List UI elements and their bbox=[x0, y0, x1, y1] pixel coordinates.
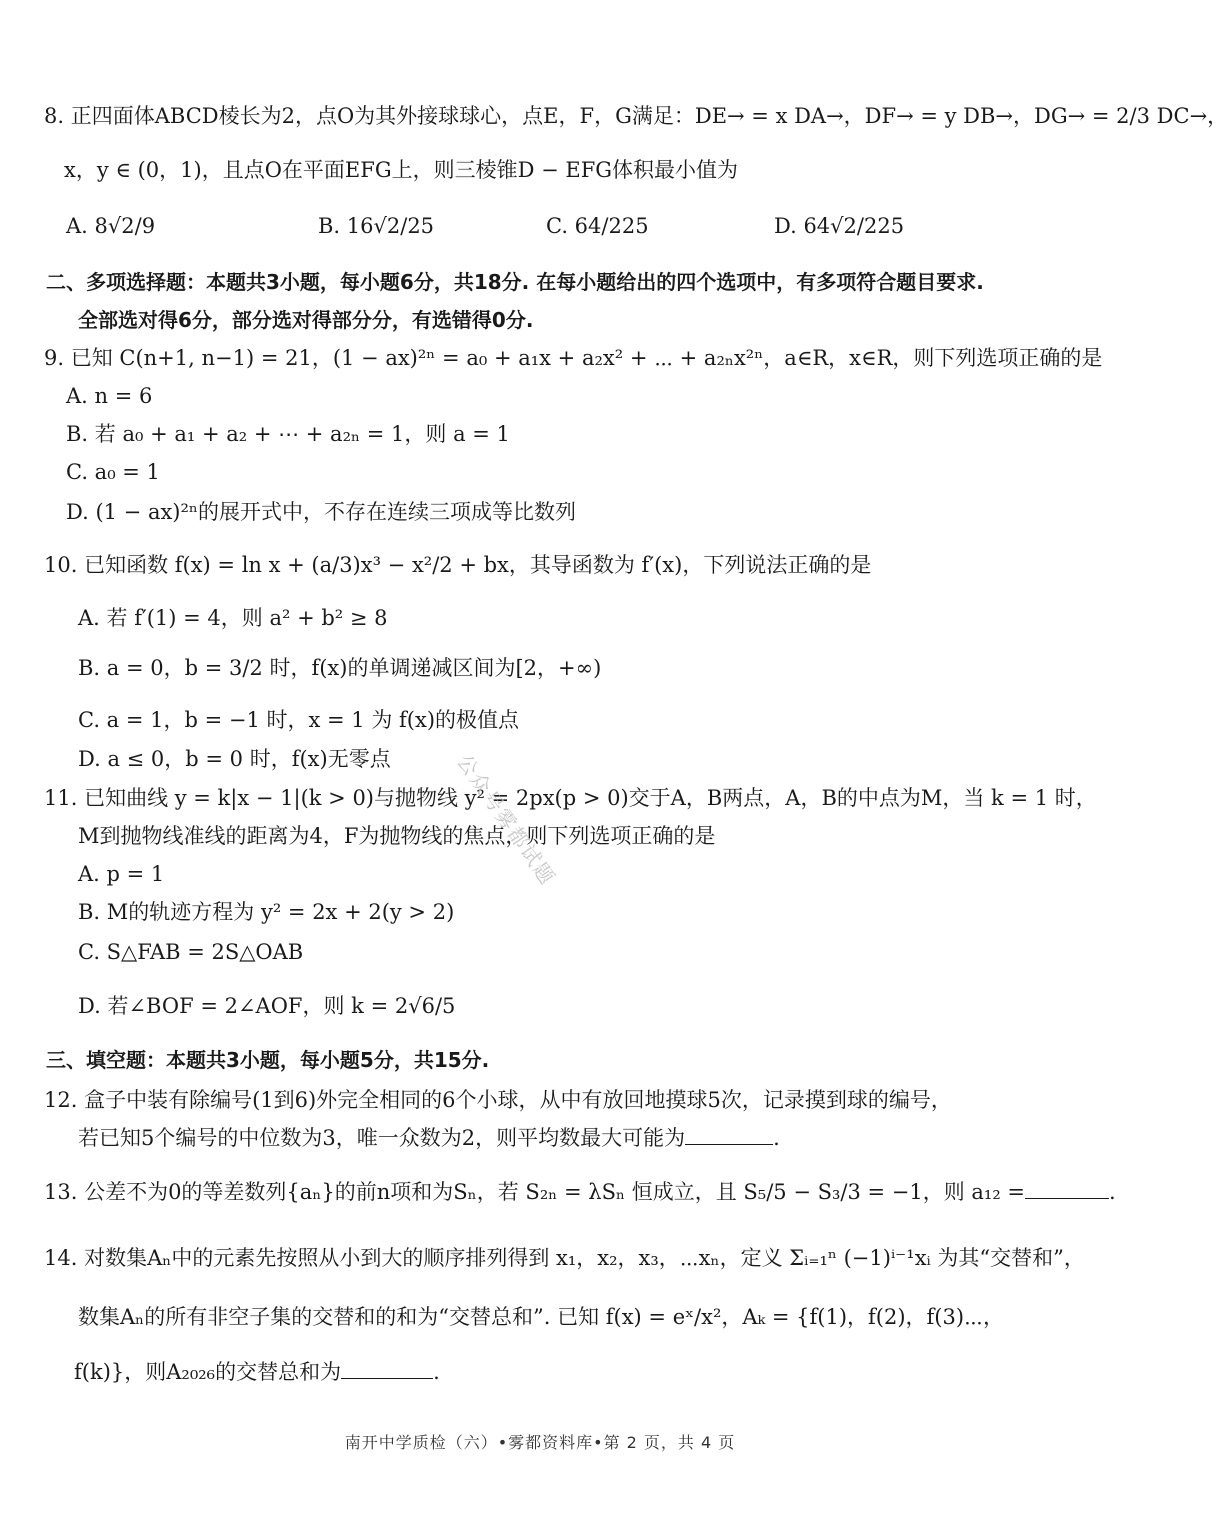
q8-option-a: A. 8√2/9 bbox=[66, 214, 156, 238]
page-footer: 南开中学质检（六）•雾都资料库•第 2 页，共 4 页 bbox=[344, 1433, 736, 1452]
q9-option-a: A. n = 6 bbox=[66, 384, 153, 408]
q9-stem: 9. 已知 C(n+1, n−1) = 21，(1 − ax)²ⁿ = a₀ + a₁x + a₂x² + ⋯ + a₂ₙx²ⁿ，a∈R，x∈R，则下列选项正确的是 bbox=[44, 346, 1103, 370]
q12-line1: 12. 盒子中装有除编号(1到6)外完全相同的6个小球，从中有放回地摸球5次，记录摸到球的编号， bbox=[44, 1088, 952, 1112]
watermark-text: 公众号雾都试题 bbox=[452, 750, 561, 890]
q14-end: . bbox=[433, 1360, 440, 1384]
q14-line3 bbox=[74, 1360, 1114, 1385]
section3-heading: 三、填空题：本题共3小题，每小题5分，共15分. bbox=[46, 1048, 490, 1072]
q14-line2: 数集Aₙ的所有非空子集的交替和的和为“交替总和”. 已知 f(x) = eˣ/x²，Aₖ = {f(1)，f(2)，f(3)⋯， bbox=[78, 1305, 1004, 1329]
q10-option-d: D. a ≤ 0，b = 0 时，f(x)无零点 bbox=[78, 747, 391, 771]
q10-stem: 10. 已知函数 f(x) = ln x + (a/3)x³ − x²/2 + bx，其导函数为 f′(x)，下列说法正确的是 bbox=[44, 553, 872, 577]
q14-line1: 14. 对数集Aₙ中的元素先按照从小到大的顺序排列得到 x₁，x₂，x₃，⋯xₙ，定义 Σᵢ₌₁ⁿ (−1)ⁱ⁻¹xᵢ 为其“交替和”， bbox=[44, 1246, 1085, 1270]
q12-text: 若已知5个编号的中位数为3，唯一众数为2，则平均数最大可能为 bbox=[78, 1126, 686, 1150]
q8-option-c: C. 64/225 bbox=[546, 214, 649, 238]
q9-option-d: D. (1 − ax)²ⁿ的展开式中，不存在连续三项成等比数列 bbox=[66, 500, 576, 524]
q10-option-a: A. 若 f′(1) = 4，则 a² + b² ≥ 8 bbox=[78, 606, 388, 630]
q13-line1 bbox=[44, 1180, 1116, 1205]
q14-answer-blank[interactable] bbox=[341, 1378, 433, 1379]
q13-answer-blank[interactable] bbox=[1025, 1198, 1109, 1199]
q12-answer-blank[interactable] bbox=[685, 1144, 773, 1145]
q11-option-a: A. p = 1 bbox=[78, 862, 165, 886]
section2-heading: 二、多项选择题：本题共3小题，每小题6分，共18分. 在每小题给出的四个选项中，有多项符合题目要求. bbox=[46, 270, 984, 294]
q11-option-c: C. S△FAB = 2S△OAB bbox=[78, 940, 304, 964]
q10-option-c: C. a = 1，b = −1 时，x = 1 为 f(x)的极值点 bbox=[78, 708, 520, 732]
q11-line1: 11. 已知曲线 y = k|x − 1|(k > 0)与抛物线 y² = 2px(p > 0)交于A，B两点，A，B的中点为M，当 k = 1 时， bbox=[44, 786, 1097, 810]
q13-text: 13. 公差不为0的等差数列{aₙ}的前n项和为Sₙ，若 S₂ₙ = λSₙ 恒成立，且 S₅/5 − S₃/3 = −1，则 a₁₂ = bbox=[44, 1180, 1026, 1204]
q13-end: . bbox=[1109, 1180, 1116, 1204]
q8-option-b: B. 16√2/25 bbox=[318, 214, 435, 238]
q10-option-b: B. a = 0，b = 3/2 时，f(x)的单调递减区间为[2，+∞) bbox=[78, 656, 602, 680]
q8-line2: x，y ∈ (0，1)，且点O在平面EFG上，则三棱锥D − EFG体积最小值为 bbox=[64, 158, 739, 182]
q9-option-b: B. 若 a₀ + a₁ + a₂ + ⋯ + a₂ₙ = 1，则 a = 1 bbox=[66, 422, 510, 446]
q14-text: f(k)}，则A₂₀₂₆的交替总和为 bbox=[74, 1360, 342, 1384]
section2-note: 全部选对得6分，部分选对得部分分，有选错得0分. bbox=[78, 308, 534, 332]
q8-option-d: D. 64√2/225 bbox=[774, 214, 905, 238]
q8-line1: 8. 正四面体ABCD棱长为2，点O为其外接球球心，点E，F，G满足：DE→ = x DA→，DF→ = y DB→，DG→ = 2/3 DC→， bbox=[44, 104, 1228, 128]
q11-option-b: B. M的轨迹方程为 y² = 2x + 2(y > 2) bbox=[78, 900, 455, 924]
q12-end: . bbox=[773, 1126, 780, 1150]
q11-line2: M到抛物线准线的距离为4，F为抛物线的焦点，则下列选项正确的是 bbox=[78, 824, 716, 848]
q11-option-d: D. 若∠BOF = 2∠AOF，则 k = 2√6/5 bbox=[78, 994, 456, 1018]
q9-option-c: C. a₀ = 1 bbox=[66, 460, 160, 484]
q12-line2 bbox=[78, 1126, 1118, 1151]
